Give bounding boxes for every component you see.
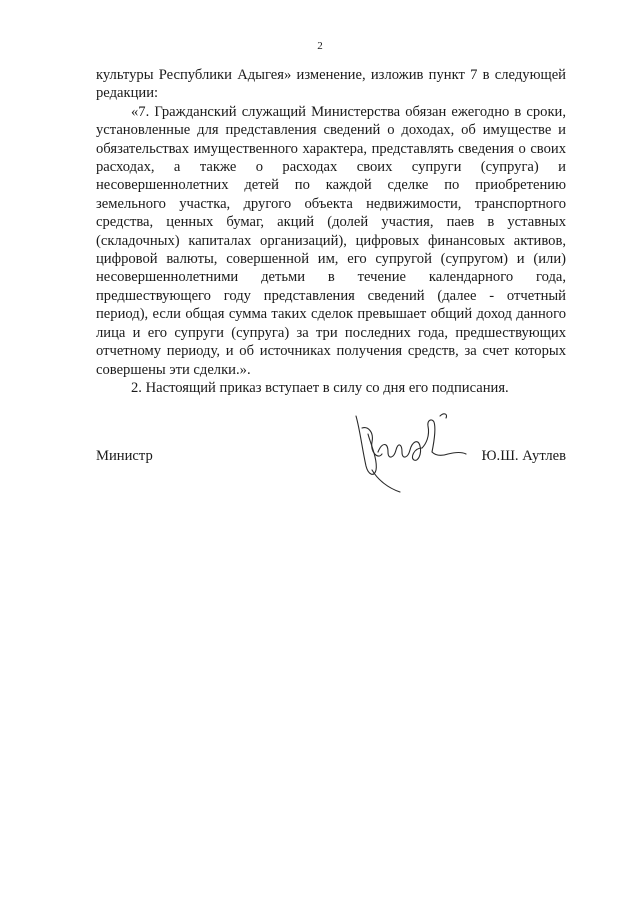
document-body [96, 66, 566, 397]
signer-title: Министр [96, 448, 153, 464]
paragraph-item-7: «7. Гражданский служащий Министерства обязан ежегодно в сроки, установленные для представления сведений о доходах, об имуществе и обязательствах имущественного характера, представлять сведения о своих расходах, а также о расходах своих супруги (супруга) и несовершеннолетних детей по каждой сделке по приобретению земельного участка, другого объекта недвижимости, транспортного средства, ценных бумаг, акций (долей участия, паев в уставных (складочных) капиталах организаций), цифровых финансовых активов, цифровой валюты, совершенной им, его супругой (супругом) и (или) несовершеннолетними детьми в течение календарного года, предшествующего году представления сведений (далее - отчетный период), если общая сумма таких сделок превышает общий доход данного лица и его супруги (супруга) за три последних года, предшествующих отчетному периоду, и об источниках получения средств, за счет которых совершены эти сделки.». [96, 103, 566, 378]
handwritten-signature [348, 408, 470, 500]
paragraph-item-2: 2. Настоящий приказ вступает в силу со дня его подписания. [131, 379, 509, 396]
paragraph-continuation: культуры Республики Адыгея» изменение, изложив пункт 7 в следующей редакции: [96, 67, 566, 102]
page-number: 2 [317, 40, 323, 52]
signer-name: Ю.Ш. Аутлев [481, 448, 566, 464]
signature-block [96, 440, 566, 500]
